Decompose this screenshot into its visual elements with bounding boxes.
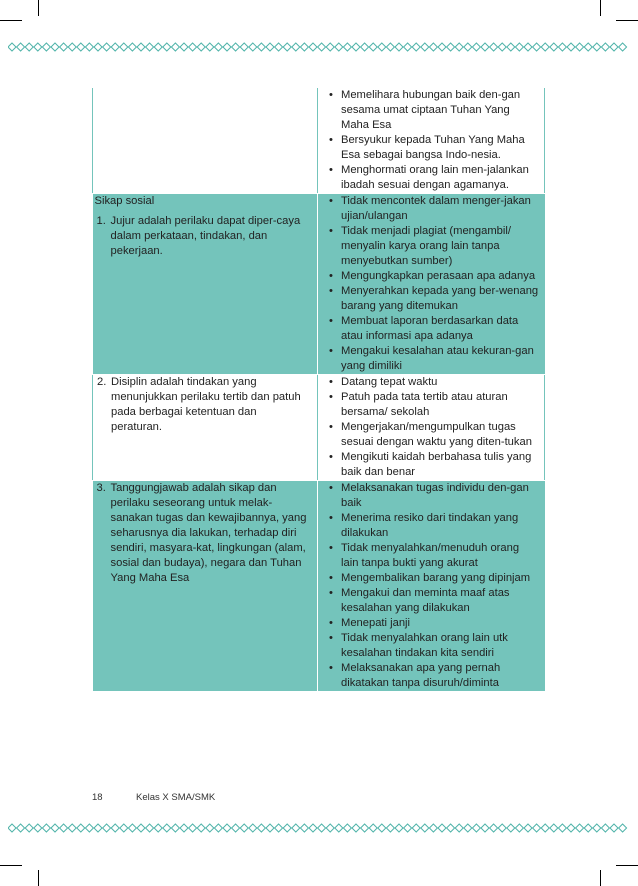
bullet-icon: •: [329, 421, 333, 433]
list-item: [326, 314, 539, 344]
ornament-diamond: [343, 43, 351, 51]
crop-mark: [0, 865, 22, 866]
bottom-ornament-border: [8, 823, 630, 833]
ornament-diamond: [146, 824, 154, 832]
ornament-diamond: [128, 43, 136, 51]
ornament-diamond: [232, 824, 240, 832]
ornament-diamond: [240, 824, 248, 832]
top-ornament-border: [8, 42, 630, 52]
ornament-diamond: [34, 824, 42, 832]
indicator-text: Menepati janji: [341, 617, 411, 629]
crop-mark: [0, 20, 22, 21]
ornament-diamond: [524, 824, 532, 832]
indicator-cell: [318, 88, 545, 194]
ornament-diamond: [447, 824, 455, 832]
indicator-text: Melaksanakan tugas individu den-gan baik: [341, 482, 529, 509]
crop-mark: [600, 870, 601, 886]
ornament-diamond: [429, 43, 437, 51]
ornament-diamond: [498, 43, 506, 51]
indicator-text: Menghormati orang lain men-jalankan ibadah sesuai dengan agamanya.: [341, 164, 529, 191]
indicator-text: Menerima resiko dari tindakan yang dilakukan: [341, 512, 519, 539]
ornament-diamond: [610, 824, 618, 832]
ornament-diamond: [490, 43, 498, 51]
ornament-diamond: [77, 43, 85, 51]
indicator-text: Membuat laporan berdasarkan data atau informasi apa adanya: [341, 315, 519, 342]
book-title: Kelas X SMA/SMK: [136, 792, 216, 803]
list-item: [326, 269, 539, 284]
ornament-diamond: [361, 824, 369, 832]
ornament-diamond: [214, 43, 222, 51]
ornament-diamond: [85, 824, 93, 832]
ornament-diamond: [180, 43, 188, 51]
ornament-diamond: [103, 43, 111, 51]
indicator-text: Menyerahkan kepada yang ber-wenang barang yang ditemukan: [341, 285, 539, 312]
ornament-diamond: [455, 43, 463, 51]
list-item: [326, 163, 538, 193]
indicator-text: Mengembalikan barang yang dipinjam: [341, 572, 531, 584]
list-item: [326, 481, 539, 511]
ornament-diamond: [275, 824, 283, 832]
ornament-diamond: [214, 824, 222, 832]
ornament-diamond: [25, 43, 33, 51]
ornament-diamond: [369, 43, 377, 51]
ornament-diamond: [541, 43, 549, 51]
ornament-diamond: [464, 43, 472, 51]
ornament-diamond: [240, 43, 248, 51]
ornament-diamond: [137, 824, 145, 832]
attitude-indicator-table: [92, 88, 545, 692]
ornament-diamond: [404, 43, 412, 51]
list-item: [326, 344, 539, 374]
indicator-text: Memelihara hubungan baik den-gan sesama umat ciptaan Tuhan Yang Maha Esa: [341, 89, 521, 131]
ornament-diamond: [60, 824, 68, 832]
bullet-icon: •: [329, 512, 333, 524]
ornament-diamond: [249, 43, 257, 51]
list-item: [326, 88, 538, 133]
indicator-text: Mengakui dan meminta maaf atas kesalahan yang dilakukan: [341, 587, 510, 614]
ornament-diamond: [421, 43, 429, 51]
bullet-icon: •: [329, 662, 333, 674]
ornament-diamond: [378, 43, 386, 51]
indicator-cell: [318, 375, 545, 481]
ornament-diamond: [189, 43, 197, 51]
ornament-diamond: [429, 824, 437, 832]
crop-mark: [38, 870, 39, 886]
indicator-list: [326, 375, 538, 480]
ornament-diamond: [283, 824, 291, 832]
indicator-text: Mengerjakan/mengumpulkan tugas sesuai dengan waktu yang diten-tukan: [341, 421, 532, 448]
ornament-diamond: [8, 824, 16, 832]
ornament-diamond: [111, 43, 119, 51]
ornament-diamond: [34, 43, 42, 51]
item-number: 2.: [97, 376, 107, 388]
section-heading: Sikap sosial: [94, 195, 155, 207]
crop-mark: [38, 0, 39, 16]
ornament-diamond: [223, 43, 231, 51]
ornament-diamond: [292, 43, 300, 51]
ornament-diamond: [8, 43, 16, 51]
indicator-cell: [318, 481, 545, 692]
ornament-diamond: [352, 43, 360, 51]
ornament-diamond: [343, 824, 351, 832]
ornament-diamond: [498, 824, 506, 832]
bullet-icon: •: [329, 285, 333, 297]
indicator-cell: [318, 194, 545, 375]
ornament-diamond: [292, 824, 300, 832]
ornament-diamond: [300, 824, 308, 832]
list-item: [326, 450, 538, 480]
ornament-diamond: [515, 824, 523, 832]
indicator-text: Tidak mencontek dalam menger-jakan ujian/ulangan: [341, 195, 531, 222]
ornament-diamond: [318, 43, 326, 51]
ornament-diamond: [120, 824, 128, 832]
ornament-diamond: [601, 824, 609, 832]
ornament-diamond: [257, 824, 265, 832]
ornament-diamond: [85, 43, 93, 51]
ornament-diamond: [524, 43, 532, 51]
ornament-diamond: [481, 824, 489, 832]
ornament-diamond: [335, 824, 343, 832]
ornament-diamond: [197, 43, 205, 51]
ornament-diamond: [42, 43, 50, 51]
ornament-diamond: [137, 43, 145, 51]
bullet-icon: •: [329, 89, 333, 101]
ornament-diamond: [610, 43, 618, 51]
ornament-diamond: [438, 824, 446, 832]
bullet-icon: •: [329, 134, 333, 146]
ornament-diamond: [386, 43, 394, 51]
ornament-diamond: [507, 824, 515, 832]
list-item: [326, 541, 539, 571]
table-row: [93, 481, 545, 692]
ornament-diamond: [94, 43, 102, 51]
bullet-icon: •: [329, 195, 333, 207]
indicator-text: Mengungkapkan perasaan apa adanya: [341, 270, 536, 282]
list-item: [326, 420, 538, 450]
ornament-diamond: [421, 824, 429, 832]
ornament-diamond: [404, 824, 412, 832]
indicator-text: Datang tepat waktu: [341, 376, 438, 388]
ornament-diamond: [507, 43, 515, 51]
ornament-diamond: [189, 824, 197, 832]
ornament-diamond: [567, 824, 575, 832]
list-item: [326, 631, 539, 661]
ornament-diamond: [25, 824, 33, 832]
ornament-diamond: [472, 43, 480, 51]
list-item: [326, 284, 539, 314]
ornament-diamond: [17, 43, 25, 51]
ornament-diamond: [576, 43, 584, 51]
ornament-diamond: [447, 43, 455, 51]
ornament-diamond: [550, 824, 558, 832]
ornament-diamond: [619, 43, 627, 51]
list-item: [326, 661, 539, 691]
ornament-diamond: [550, 43, 558, 51]
bullet-icon: •: [329, 376, 333, 388]
ornament-diamond: [51, 824, 59, 832]
list-item: [326, 133, 538, 163]
ornament-diamond: [128, 824, 136, 832]
ornament-diamond: [232, 43, 240, 51]
indicator-text: Melaksanakan apa yang pernah dikatakan tanpa disuruh/diminta: [341, 662, 501, 689]
item-number: 3.: [96, 482, 106, 494]
ornament-diamond: [120, 43, 128, 51]
ornament-diamond: [386, 824, 394, 832]
ornament-diamond: [94, 824, 102, 832]
value-description-cell: [93, 194, 318, 375]
definition-text: Tanggungjawab adalah sikap dan perilaku seseorang untuk melak-sanakan tugas dan kewajibannya, yang seharusnya dia lakukan, terhadap diri sendiri, masyara-kat, lingkungan (alam, sosial dan budaya), negara dan Tuhan Yang Maha Esa: [110, 482, 307, 584]
ornament-diamond: [533, 824, 541, 832]
bullet-icon: •: [329, 164, 333, 176]
ornament-diamond: [309, 43, 317, 51]
item-number: 1.: [96, 215, 106, 227]
ornament-diamond: [197, 824, 205, 832]
ornament-diamond: [369, 824, 377, 832]
ornament-diamond: [361, 43, 369, 51]
table-row: [93, 194, 545, 375]
indicator-text: Mengakui kesalahan atau kekuran-gan yang dimiliki: [341, 345, 534, 372]
indicator-list: [326, 481, 539, 691]
ornament-diamond: [567, 43, 575, 51]
ornament-diamond: [481, 43, 489, 51]
indicator-text: Mengikuti kaidah berbahasa tulis yang baik dan benar: [341, 451, 532, 478]
bullet-icon: •: [329, 315, 333, 327]
ornament-diamond: [68, 43, 76, 51]
indicator-text: Tidak menjadi plagiat (mengambil/ menyalin karya orang lain tanpa menyebutkan sumber): [341, 225, 511, 267]
bullet-icon: •: [329, 587, 333, 599]
ornament-diamond: [154, 824, 162, 832]
list-item: [326, 571, 539, 586]
ornament-diamond: [412, 824, 420, 832]
crop-mark: [616, 865, 638, 866]
list-item: [326, 375, 538, 390]
ornament-diamond: [593, 824, 601, 832]
definition-text: Jujur adalah perilaku dapat diper-caya dalam perkataan, tindakan, dan pekerjaan.: [110, 215, 301, 257]
ornament-diamond: [309, 824, 317, 832]
ornament-diamond: [472, 824, 480, 832]
ornament-diamond: [249, 824, 257, 832]
indicator-text: Tidak menyalahkan/menuduh orang lain tanpa bukti yang akurat: [341, 542, 520, 569]
ornament-diamond: [300, 43, 308, 51]
indicator-list: [326, 194, 539, 374]
ornament-diamond: [163, 43, 171, 51]
bullet-icon: •: [329, 572, 333, 584]
ornament-diamond: [576, 824, 584, 832]
bullet-icon: •: [329, 225, 333, 237]
ornament-diamond: [154, 43, 162, 51]
ornament-diamond: [541, 824, 549, 832]
numbered-definition: [95, 375, 307, 435]
ornament-diamond: [601, 43, 609, 51]
indicator-list: [326, 88, 538, 193]
ornament-diamond: [335, 43, 343, 51]
ornament-diamond: [558, 824, 566, 832]
bullet-icon: •: [329, 542, 333, 554]
bullet-icon: •: [329, 632, 333, 644]
definition-text: Disiplin adalah tindakan yang menunjukkan perilaku tertib dan patuh pada berbagai ketentuan dan peraturan.: [111, 376, 301, 433]
numbered-definition: [95, 481, 308, 586]
ornament-diamond: [326, 43, 334, 51]
ornament-diamond: [533, 43, 541, 51]
list-item: [326, 586, 539, 616]
bullet-icon: •: [329, 345, 333, 357]
list-item: [326, 194, 539, 224]
ornament-diamond: [515, 43, 523, 51]
bullet-icon: •: [329, 482, 333, 494]
indicator-text: Tidak menyalahkan orang lain utk kesalahan tindakan kita sendiri: [341, 632, 508, 659]
ornament-diamond: [42, 824, 50, 832]
ornament-diamond: [584, 824, 592, 832]
ornament-diamond: [51, 43, 59, 51]
ornament-diamond: [378, 824, 386, 832]
ornament-diamond: [206, 824, 214, 832]
ornament-diamond: [206, 43, 214, 51]
ornament-diamond: [68, 824, 76, 832]
crop-mark: [600, 0, 601, 16]
value-description-cell: [93, 375, 318, 481]
list-item: [326, 511, 539, 541]
ornament-diamond: [593, 43, 601, 51]
ornament-diamond: [318, 824, 326, 832]
bullet-icon: •: [329, 451, 333, 463]
list-item: [326, 616, 539, 631]
ornament-diamond: [283, 43, 291, 51]
ornament-diamond: [77, 824, 85, 832]
ornament-diamond: [171, 43, 179, 51]
bullet-icon: •: [329, 270, 333, 282]
ornament-diamond: [619, 824, 627, 832]
ornament-diamond: [438, 43, 446, 51]
indicator-text: Patuh pada tata tertib atau aturan bersama/ sekolah: [341, 391, 508, 418]
ornament-diamond: [584, 43, 592, 51]
ornament-diamond: [395, 824, 403, 832]
list-item: [326, 224, 539, 269]
ornament-diamond: [490, 824, 498, 832]
ornament-diamond: [60, 43, 68, 51]
ornament-diamond: [326, 824, 334, 832]
numbered-definition: [95, 214, 308, 259]
ornament-diamond: [266, 43, 274, 51]
bullet-icon: •: [329, 617, 333, 629]
ornament-diamond: [266, 824, 274, 832]
ornament-diamond: [103, 824, 111, 832]
ornament-diamond: [111, 824, 119, 832]
ornament-diamond: [171, 824, 179, 832]
ornament-diamond: [455, 824, 463, 832]
value-description-cell: [93, 481, 318, 692]
ornament-diamond: [558, 43, 566, 51]
ornament-diamond: [395, 43, 403, 51]
crop-mark: [616, 20, 638, 21]
ornament-diamond: [163, 824, 171, 832]
table-row: [93, 375, 545, 481]
ornament-diamond: [275, 43, 283, 51]
ornament-diamond: [146, 43, 154, 51]
page-number: 18: [92, 792, 103, 803]
ornament-diamond: [352, 824, 360, 832]
value-description-cell: [93, 88, 318, 194]
ornament-diamond: [17, 824, 25, 832]
ornament-diamond: [412, 43, 420, 51]
ornament-diamond: [257, 43, 265, 51]
list-item: [326, 390, 538, 420]
ornament-diamond: [464, 824, 472, 832]
ornament-diamond: [223, 824, 231, 832]
table-row: [93, 88, 545, 194]
ornament-diamond: [180, 824, 188, 832]
bullet-icon: •: [329, 391, 333, 403]
indicator-text: Bersyukur kepada Tuhan Yang Maha Esa sebagai bangsa Indo-nesia.: [341, 134, 525, 161]
